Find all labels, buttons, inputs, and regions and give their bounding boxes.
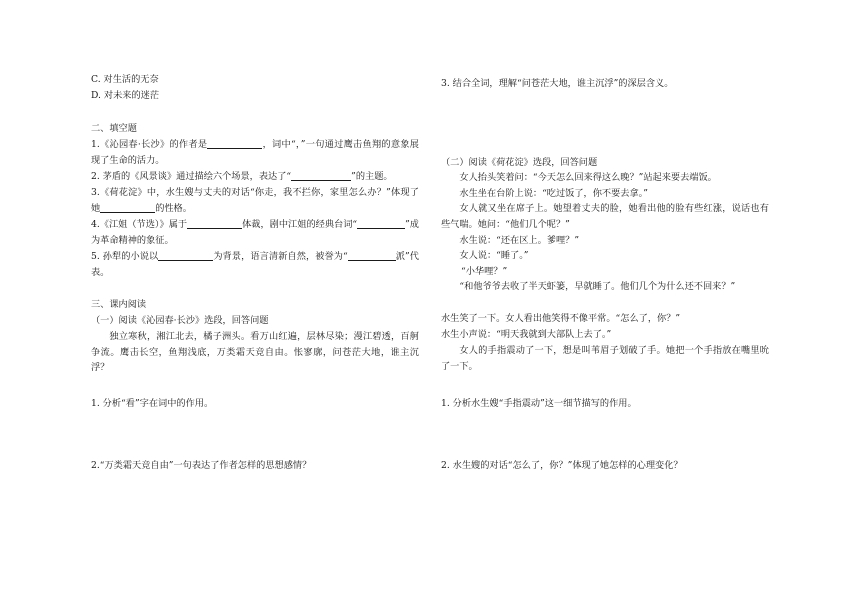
passage2-line: 女人抬头笑着问：“今天怎么回来得这么晚？”站起来要去端饭。 bbox=[459, 172, 717, 183]
fill2-text-b: ”的主题。 bbox=[351, 171, 393, 182]
fill3-text-a: 3.《荷花淀》中，水生嫂与丈夫的对话“你走，我不拦你，家里怎么办？”体现了她 bbox=[91, 187, 419, 214]
section-title-fill: 二、填空题 bbox=[91, 123, 137, 134]
passage2-line: 水生笑了一下。女人看出他笑得不像平常。“怎么了，你？” bbox=[441, 313, 681, 324]
fill5-text-a: 5. 孙犁的小说以 bbox=[91, 251, 159, 262]
answer-blank[interactable] bbox=[291, 169, 351, 181]
option-c: C. 对生活的无奈 bbox=[91, 74, 159, 85]
fill1-text-b: ，词中“，”一句通过鹰击鱼翔的意象展现了生命的活力。 bbox=[91, 139, 419, 166]
right-question-2: 2. 水生嫂的对话“怎么了，你？”体现了她怎样的心理变化？ bbox=[441, 460, 683, 471]
fill-question-4 bbox=[91, 217, 419, 248]
answer-blank[interactable] bbox=[207, 137, 262, 149]
passage2-line: “小华哩？” bbox=[461, 266, 508, 277]
fill-question-3 bbox=[91, 185, 419, 216]
passage2-line: “和他爷爷去收了半天虾篓，早就睡了。他们几个为什么还不回来？” bbox=[459, 281, 736, 292]
answer-blank[interactable] bbox=[100, 201, 155, 213]
fill5-text-b: 为背景，语言清新自然，被誉为“ bbox=[213, 251, 348, 262]
passage2-line: 水生坐在台阶上说：“吃过饭了，你不要去拿。” bbox=[459, 188, 648, 199]
answer-blank[interactable] bbox=[187, 217, 242, 229]
answer-blank[interactable] bbox=[348, 249, 396, 261]
option-d: D. 对未来的迷茫 bbox=[91, 90, 160, 101]
fill-question-5 bbox=[91, 249, 419, 280]
fill3-text-b: 的性格。 bbox=[155, 202, 192, 214]
passage2-line: 水生说：“还在区上。爹哩？” bbox=[459, 235, 580, 246]
answer-blank[interactable] bbox=[158, 249, 213, 261]
passage2-line: 女人说：“睡了。” bbox=[459, 250, 529, 261]
fill4-text-a: 4.《江姐（节选）》属于 bbox=[91, 219, 188, 230]
fill-question-2 bbox=[91, 169, 393, 185]
left-question-1: 1. 分析“看”字在词中的作用。 bbox=[91, 398, 214, 409]
fill4-text-c: ”成为革命精神的象征。 bbox=[91, 219, 419, 246]
passage1-text: 独立寒秋，湘江北去，橘子洲头。看万山红遍，层林尽染；漫江碧透，百舸争流。鹰击长空，鱼翔浅底，万类霜天竞自由。怅寥廓，问苍茫大地，谁主沉浮？ bbox=[91, 331, 419, 373]
fill-question-1 bbox=[91, 137, 419, 168]
section-title-reading: 三、课内阅读 bbox=[91, 299, 147, 310]
passage2-line: 女人就又坐在席子上。她望着丈夫的脸，她看出他的脸有些红涨，说话也有些气喘。她问：“他们几个呢？” bbox=[441, 203, 769, 230]
passage2-line: 女人的手指震动了一下，想是叫苇眉子划破了手。她把一个手指放在嘴里吮了一下。 bbox=[441, 345, 769, 372]
fill2-text-a: 2. 茅盾的《风景谈》通过描绘六个场景，表达了“ bbox=[91, 171, 292, 182]
passage2-title: （二）阅读《荷花淀》选段，回答问题 bbox=[441, 157, 598, 168]
passage2-line: 水生小声说：“明天我就到大部队上去了。” bbox=[441, 329, 612, 340]
fill1-text-a: 1.《沁园春·长沙》的作者是 bbox=[91, 139, 208, 150]
right-question-3: 3. 结合全词，理解“问苍茫大地，谁主沉浮”的深层含义。 bbox=[441, 78, 674, 89]
left-question-2: 2.“万类霜天竞自由”一句表达了作者怎样的思想感情？ bbox=[91, 460, 312, 471]
right-question-1: 1. 分析水生嫂“手指震动”这一细节描写的作用。 bbox=[441, 398, 637, 409]
fill5-text-c: 派”代表。 bbox=[91, 251, 419, 278]
answer-blank[interactable] bbox=[357, 217, 405, 229]
fill4-text-b: 体裁，剧中江姐的经典台词“ bbox=[242, 219, 358, 230]
passage1-title: （一）阅读《沁园春·长沙》选段，回答问题 bbox=[91, 315, 269, 326]
